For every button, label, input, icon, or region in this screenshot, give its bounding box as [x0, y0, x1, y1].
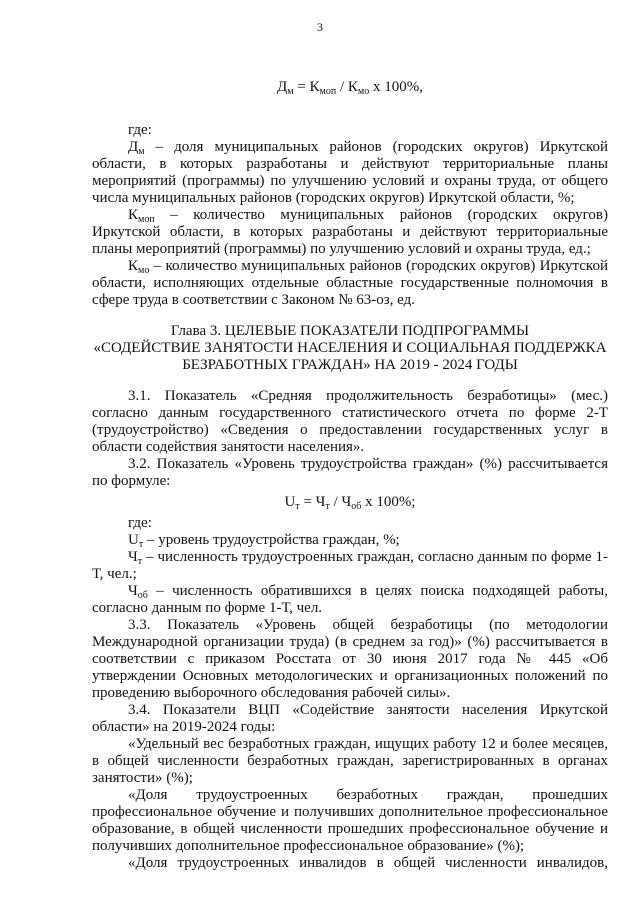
definition-text: – численность трудоустроенных граждан, согласно данным по форме 1-Т, чел.;	[92, 549, 608, 582]
formula-subscript: моп	[319, 86, 337, 97]
chapter-title	[92, 323, 608, 374]
paragraph-3-1: 3.1. Показатель «Средняя продолжительность безработицы» (мес.) согласно данным государственного статистического отчета по форме 2-Т (трудоустройство) «Сведения о предоставлении государственных услуг в области содействия занятости населения».	[92, 388, 608, 455]
definition-symbol: U	[128, 532, 139, 548]
page-content	[92, 74, 608, 872]
definition-subscript: т	[138, 539, 144, 550]
quoted-indicator: «Доля трудоустроенных безработных граждан, прошедших профессиональное обучение и получивших дополнительное профессиональное образование, в общей численности прошедших профессиональное обучение и получивших дополнительное профессиональное образование» (%);	[92, 787, 608, 854]
definition-kmo	[92, 258, 608, 309]
definition-symbol: Ч	[128, 549, 138, 565]
formula-text: / Ч	[329, 494, 352, 510]
definition-text: – доля муниципальных районов (городских округов) Иркутской области, в которых разработаны и действуют территориальные планы мероприятий (программы) по улучшению условий и охраны труда, от общего числа муниципальных районов (городских округов) Иркутской области, %;	[92, 139, 608, 206]
definition-cht	[92, 549, 608, 583]
definition-ut	[92, 532, 608, 549]
formula-subscript: т	[325, 501, 330, 512]
definition-subscript: м	[138, 146, 145, 157]
definition-text: – численность обратившихся в целях поиска подходящей работы, согласно данным по форме 1-Т, чел.	[92, 583, 608, 616]
formula-symbol: U	[284, 494, 296, 510]
definition-symbol: Ч	[128, 583, 138, 599]
definition-text: – количество муниципальных районов (городских округов) Иркутской области, исполняющих отдельные областные государственные полномочия в сфере труда в соответствии с Законом № 63-оз, ед.	[92, 258, 608, 308]
formula-symbol: Д	[277, 79, 288, 95]
definition-subscript: об	[137, 590, 148, 601]
formula-dm	[92, 79, 608, 96]
chapter-title-line: «СОДЕЙСТВИЕ ЗАНЯТОСТИ НАСЕЛЕНИЯ И СОЦИАЛЬНАЯ ПОДДЕРЖКА	[93, 340, 607, 356]
definition-subscript: т	[137, 556, 143, 567]
formula-subscript: об	[351, 501, 362, 512]
page-number: 3	[317, 20, 323, 34]
formula-subscript: м	[287, 86, 294, 97]
quoted-indicator: «Доля трудоустроенных инвалидов в общей численности инвалидов,	[128, 855, 608, 871]
formula-text: / К	[336, 79, 358, 95]
formula-text: х 100%;	[361, 494, 416, 510]
formula-subscript: т	[295, 501, 300, 512]
definition-text: – количество муниципальных районов (городских округов) Иркутской области, в которых разработаны и действуют территориальные планы мероприятий (программы) по улучшению условий и охраны труда, ед.;	[92, 207, 608, 257]
where-label: где:	[128, 515, 152, 531]
definition-symbol: К	[128, 207, 139, 223]
formula-text: х 100%,	[369, 79, 423, 95]
definition-symbol: К	[128, 258, 139, 274]
formula-text: = К	[293, 79, 320, 95]
chapter-title-line: Глава 3. ЦЕЛЕВЫЕ ПОКАЗАТЕЛИ ПОДПРОГРАММЫ	[170, 323, 530, 339]
where-label: где:	[128, 122, 152, 138]
paragraph-3-2: 3.2. Показатель «Уровень трудоустройства граждан» (%) рассчитывается по формуле:	[92, 456, 608, 489]
paragraph-3-3: 3.3. Показатель «Уровень общей безработицы (по методологии Международной организации труда) (в среднем за год)» (%) рассчитывается в соответствии с приказом Росстата от 30 июня 2017 года № 445 «Об утверждении Основных методологических и организационных положений по проведению выборочного обследования рабочей силы».	[92, 617, 608, 701]
definition-subscript: мо	[138, 265, 150, 276]
chapter-title-line: БЕЗРАБОТНЫХ ГРАЖДАН» НА 2019 - 2024 ГОДЫ	[182, 357, 518, 373]
definition-kmop	[92, 207, 608, 258]
formula-subscript: мо	[357, 86, 370, 97]
definition-dm	[92, 139, 608, 207]
formula-text: = Ч	[299, 494, 326, 510]
definition-symbol: Д	[128, 139, 139, 155]
formula-ut	[92, 494, 608, 511]
quoted-indicator: «Удельный вес безработных граждан, ищущих работу 12 и более месяцев, в общей численности безработных граждан, зарегистрированных в органах занятости» (%);	[92, 736, 608, 786]
definition-subscript: моп	[138, 214, 155, 225]
definition-chob	[92, 583, 608, 617]
paragraph-3-4: 3.4. Показатели ВЦП «Содействие занятости населения Иркутской области» на 2019-2024 годы:	[92, 702, 608, 735]
definition-text: – уровень трудоустройства граждан, %;	[143, 532, 400, 548]
